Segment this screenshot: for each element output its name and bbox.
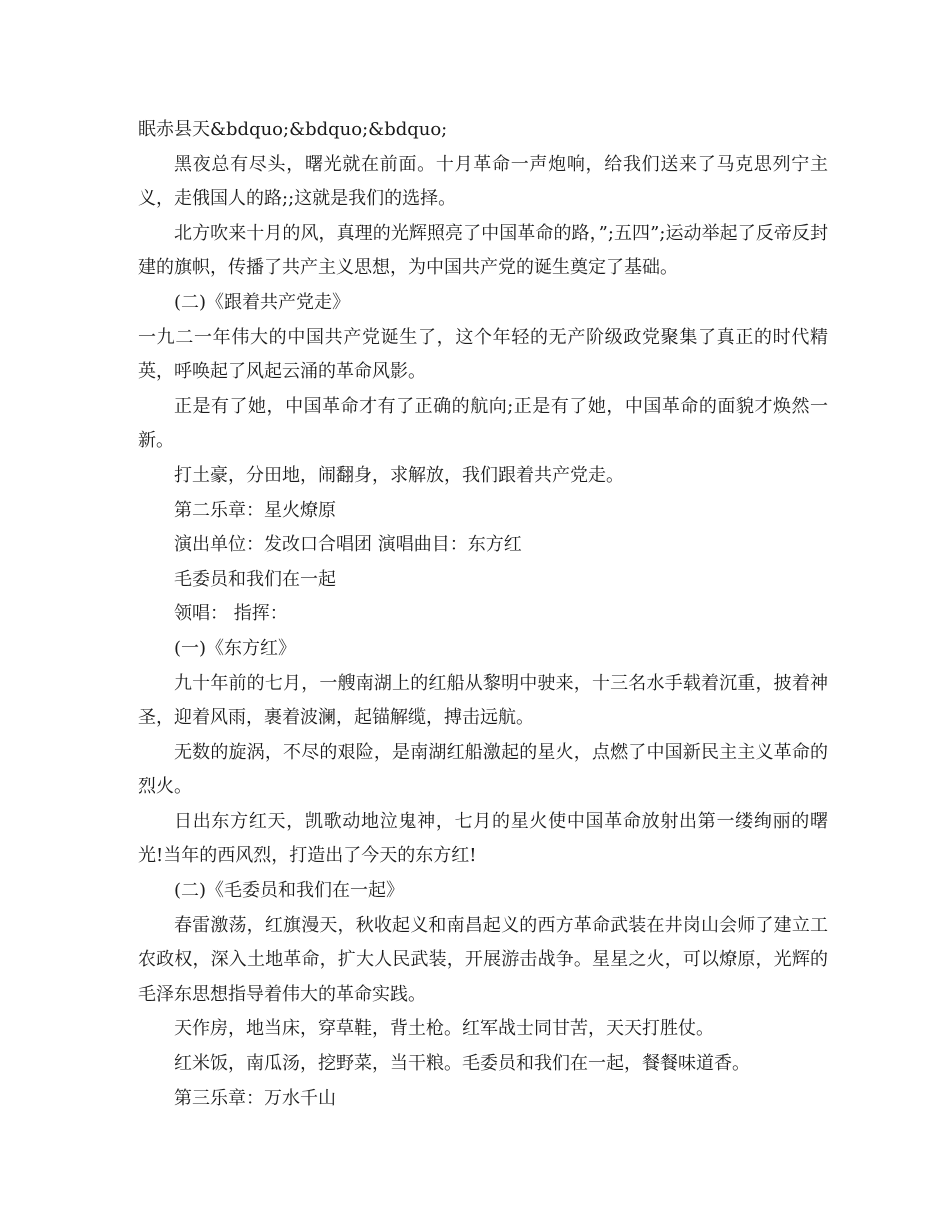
paragraph: 领唱： 指挥： — [174, 603, 288, 625]
paragraph: 第二乐章：星火燎原 — [174, 499, 336, 521]
paragraph: (二)《毛委员和我们在一起》 — [174, 880, 405, 902]
paragraph: 毛委员和我们在一起 — [174, 568, 336, 590]
paragraph: 眠赤县天&bdquo;&bdquo;&bdquo; — [138, 119, 448, 140]
paragraph: (二)《跟着共产党走》 — [174, 291, 351, 313]
paragraph: 第三乐章：万水千山 — [174, 1087, 336, 1109]
paragraph: 北方吹来十月的风，真理的光辉照亮了中国革命的路，”;五四”;运动举起了反帝反封建的旗帜，传播了共产主义思想，为中国共产党的诞生奠定了基础。 — [138, 222, 828, 279]
document-body — [138, 113, 828, 1116]
paragraph: 演出单位：发改口合唱团 演唱曲目：东方红 — [174, 534, 522, 556]
paragraph: 正是有了她，中国革命才有了正确的航向;正是有了她，中国革命的面貌才焕然一新。 — [138, 395, 828, 452]
paragraph: 黑夜总有尽头，曙光就在前面。十月革命一声炮响，给我们送来了马克思列宁主义，走俄国人的路;;这就是我们的选择。 — [138, 153, 828, 210]
paragraph: 一九二一年伟大的中国共产党诞生了，这个年轻的无产阶级政党聚集了真正的时代精英，呼唤起了风起云涌的革命风影。 — [138, 326, 828, 383]
paragraph: 无数的旋涡，不尽的艰险，是南湖红船激起的星火，点燃了中国新民主主义革命的烈火。 — [138, 741, 828, 798]
paragraph: 九十年前的七月，一艘南湖上的红船从黎明中驶来，十三名水手载着沉重，披着神圣，迎着风雨，裹着波澜，起锚解缆，搏击远航。 — [138, 672, 828, 729]
paragraph: 天作房，地当床，穿草鞋，背土枪。红军战士同甘苦，天天打胜仗。 — [174, 1018, 714, 1040]
paragraph: (一)《东方红》 — [174, 637, 297, 659]
paragraph: 红米饭，南瓜汤，挖野菜，当干粮。毛委员和我们在一起，餐餐味道香。 — [174, 1053, 750, 1075]
paragraph: 春雷激荡，红旗漫天，秋收起义和南昌起义的西方革命武装在井岗山会师了建立工农政权，深入土地革命，扩大人民武装，开展游击战争。星星之火，可以燎原，光辉的毛泽东思想指导着伟大的革命实践。 — [138, 914, 828, 1005]
paragraph: 打土豪，分田地，闹翻身，求解放，我们跟着共产党走。 — [174, 464, 624, 486]
paragraph: 日出东方红天，凯歌动地泣鬼神，七月的星火使中国革命放射出第一缕绚丽的曙光!当年的西风烈，打造出了今天的东方红! — [138, 810, 828, 867]
